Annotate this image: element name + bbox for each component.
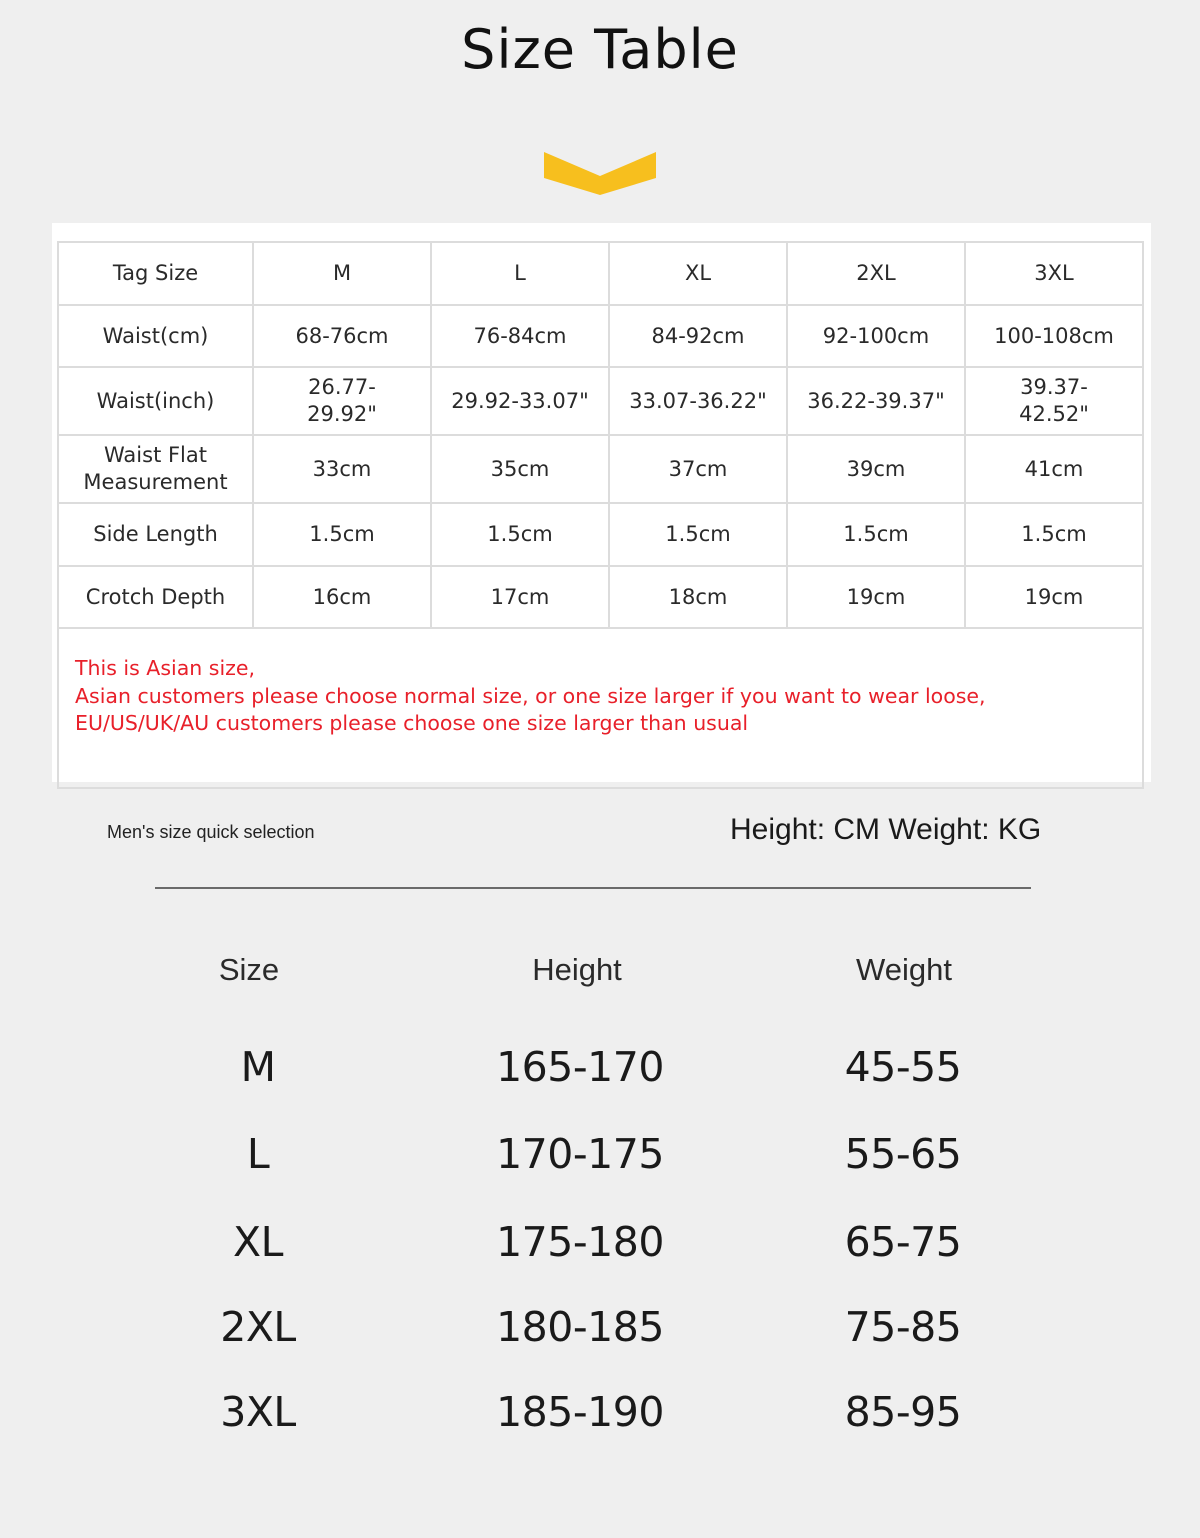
list-item bbox=[0, 1043, 1200, 1103]
table-cell: 33.07-36.22" bbox=[609, 367, 787, 435]
row-label: Crotch Depth bbox=[58, 566, 253, 628]
size-value: 2XL bbox=[220, 1303, 296, 1351]
size-value: 3XL bbox=[220, 1388, 296, 1436]
table-cell: 17cm bbox=[431, 566, 609, 628]
column-header-height: Height bbox=[532, 952, 622, 987]
divider bbox=[155, 887, 1031, 889]
note-line: EU/US/UK/AU customers please choose one size larger than usual bbox=[75, 711, 749, 735]
table-cell: 36.22-39.37" bbox=[787, 367, 965, 435]
table-cell: 1.5cm bbox=[787, 503, 965, 566]
height-value: 175-180 bbox=[496, 1218, 664, 1266]
table-cell: 84-92cm bbox=[609, 305, 787, 367]
list-item bbox=[0, 1218, 1200, 1278]
height-value: 185-190 bbox=[496, 1388, 664, 1436]
table-cell: 41cm bbox=[965, 435, 1143, 503]
table-row bbox=[58, 367, 1143, 435]
size-table-card bbox=[52, 223, 1151, 782]
table-cell: 35cm bbox=[431, 435, 609, 503]
table-cell: 92-100cm bbox=[787, 305, 965, 367]
table-cell: 29.92-33.07" bbox=[431, 367, 609, 435]
table-row bbox=[58, 566, 1143, 628]
table-row bbox=[58, 305, 1143, 367]
weight-value: 75-85 bbox=[844, 1303, 962, 1351]
size-value: XL bbox=[233, 1218, 283, 1266]
row-label: Waist(inch) bbox=[58, 367, 253, 435]
table-cell: 26.77-29.92" bbox=[253, 367, 431, 435]
table-cell: 1.5cm bbox=[609, 503, 787, 566]
table-cell: 33cm bbox=[253, 435, 431, 503]
chevron-down-icon bbox=[542, 150, 658, 196]
list-item bbox=[0, 1388, 1200, 1448]
row-label: Waist(cm) bbox=[58, 305, 253, 367]
size-value: L bbox=[246, 1130, 270, 1178]
table-cell: 37cm bbox=[609, 435, 787, 503]
table-cell: 39.37-42.52" bbox=[965, 367, 1143, 435]
table-row bbox=[58, 435, 1143, 503]
weight-value: 45-55 bbox=[844, 1043, 962, 1091]
table-cell: 76-84cm bbox=[431, 305, 609, 367]
height-value: 170-175 bbox=[496, 1130, 664, 1178]
table-cell: 1.5cm bbox=[431, 503, 609, 566]
table-cell: 100-108cm bbox=[965, 305, 1143, 367]
weight-value: 55-65 bbox=[844, 1130, 962, 1178]
header-cell: Tag Size bbox=[58, 242, 253, 305]
column-header-size: Size bbox=[218, 952, 280, 987]
quick-selection-label: Men's size quick selection bbox=[107, 822, 315, 842]
list-item bbox=[0, 1130, 1200, 1190]
table-cell: 39cm bbox=[787, 435, 965, 503]
height-value: 180-185 bbox=[496, 1303, 664, 1351]
table-row bbox=[58, 503, 1143, 566]
table-cell: 68-76cm bbox=[253, 305, 431, 367]
table-cell: 1.5cm bbox=[253, 503, 431, 566]
header-cell: 3XL bbox=[965, 242, 1143, 305]
list-item bbox=[0, 1303, 1200, 1363]
header-cell: L bbox=[431, 242, 609, 305]
note-line: Asian customers please choose normal size, or one size larger if you want to wear loose, bbox=[75, 683, 986, 708]
table-cell: 19cm bbox=[787, 566, 965, 628]
height-value: 165-170 bbox=[496, 1043, 664, 1091]
header-cell: XL bbox=[609, 242, 787, 305]
weight-value: 85-95 bbox=[844, 1388, 962, 1436]
table-header-row bbox=[58, 242, 1143, 305]
note-line: This is Asian size, bbox=[75, 656, 256, 680]
size-value: M bbox=[240, 1043, 276, 1091]
header-cell: M bbox=[253, 242, 431, 305]
size-note-row bbox=[58, 628, 1143, 788]
table-cell: 16cm bbox=[253, 566, 431, 628]
table-cell: 18cm bbox=[609, 566, 787, 628]
table-cell: 1.5cm bbox=[965, 503, 1143, 566]
row-label: Side Length bbox=[58, 503, 253, 566]
column-header-weight: Weight bbox=[856, 952, 952, 987]
size-table bbox=[57, 241, 1144, 789]
page-title: Size Table bbox=[461, 18, 739, 81]
units-label: Height: CM Weight: KG bbox=[730, 813, 1042, 846]
table-cell: 19cm bbox=[965, 566, 1143, 628]
header-cell: 2XL bbox=[787, 242, 965, 305]
weight-value: 65-75 bbox=[844, 1218, 962, 1266]
size-note bbox=[58, 628, 1143, 788]
row-label: Waist Flat Measurement bbox=[58, 435, 253, 503]
